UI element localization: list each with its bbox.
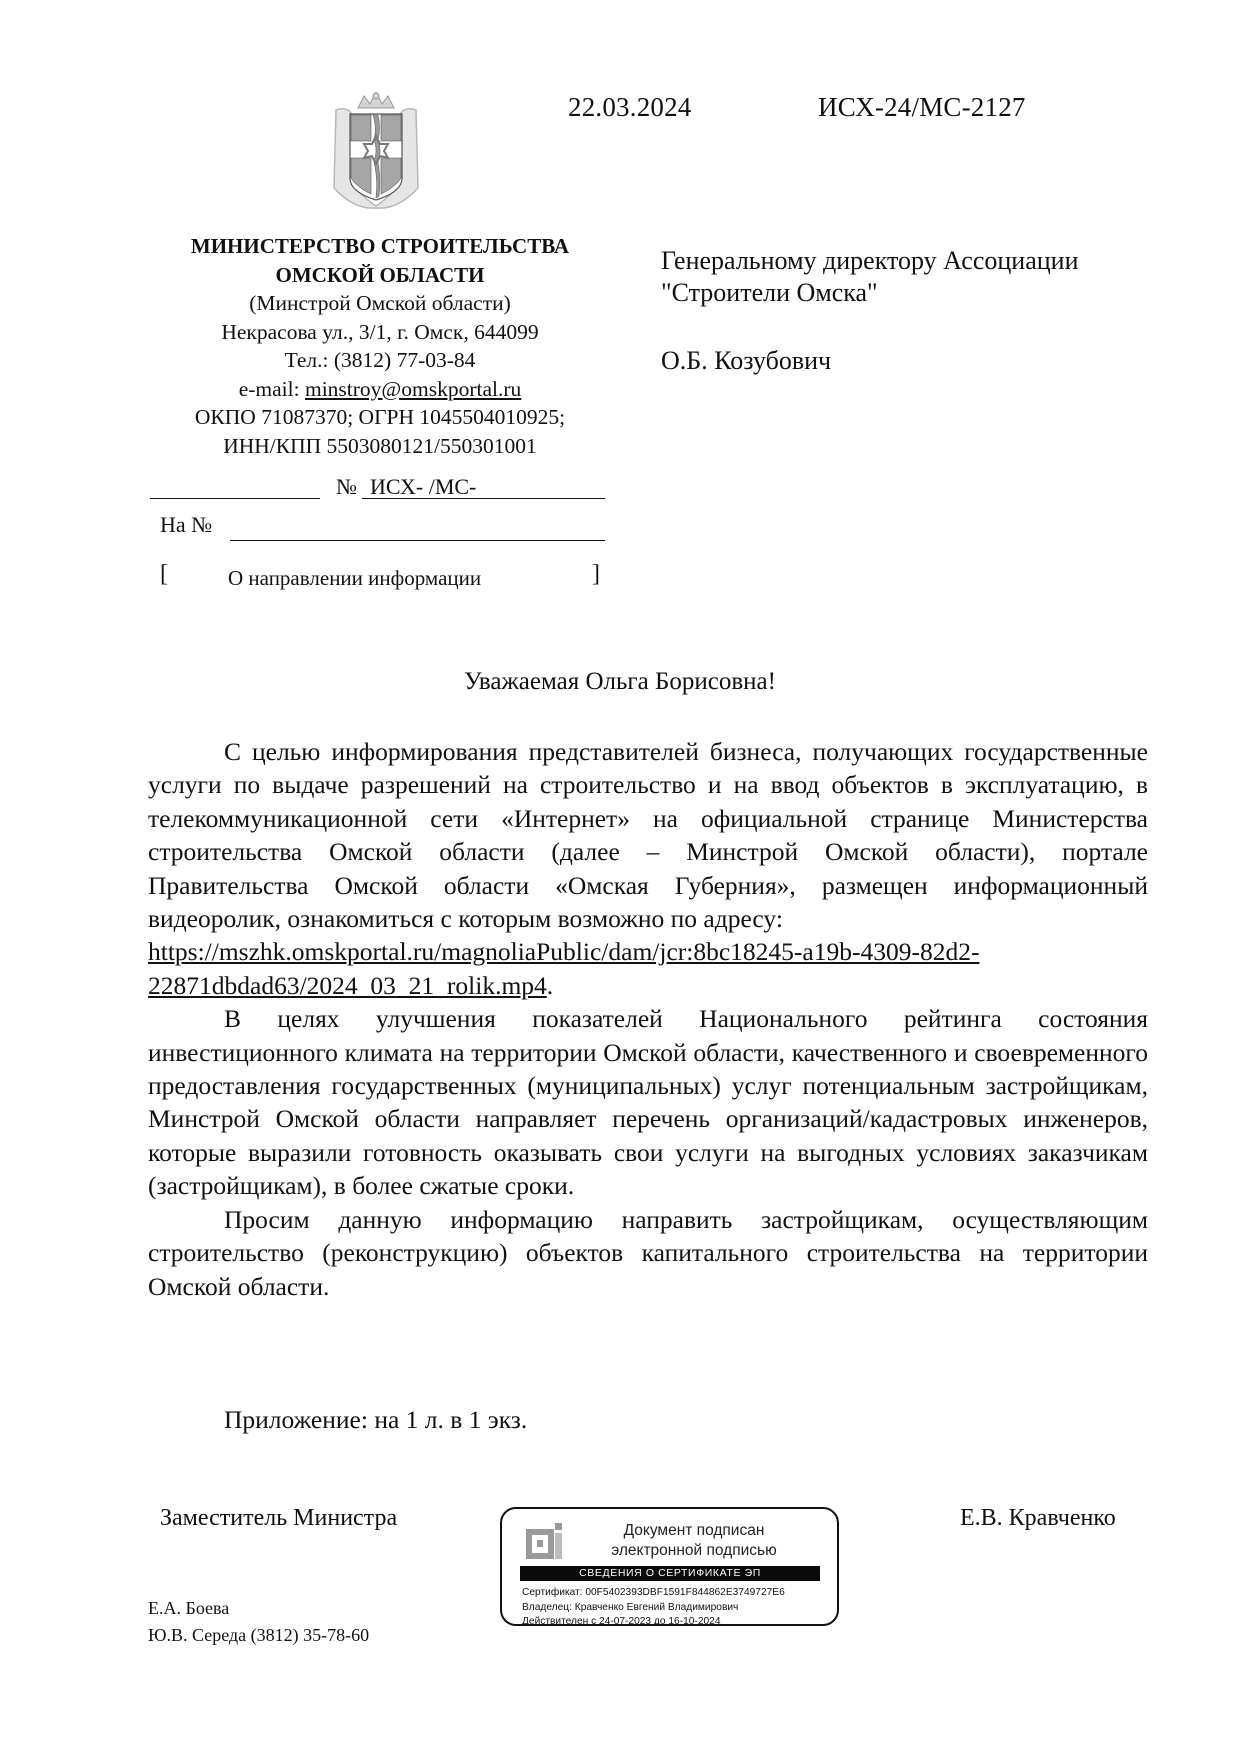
e-signature-title-line2: электронной подписью bbox=[611, 1542, 777, 1559]
org-okpo-ogrn: ОКПО 71087370; ОГРН 1045504010925; bbox=[194, 405, 566, 429]
signer-position: Заместитель Министра bbox=[160, 1505, 398, 1531]
video-url-row bbox=[148, 935, 1148, 1002]
certificate-validity: Действителен с 24-07-2023 до 16-10-2024 bbox=[522, 1616, 721, 1627]
org-short-name: (Минстрой Омской области) bbox=[249, 291, 511, 315]
number-label: № bbox=[336, 474, 357, 499]
reply-to-row bbox=[160, 512, 605, 544]
registration-number-row bbox=[150, 470, 605, 502]
certificate-owner: Владелец: Кравченко Евгений Владимирович bbox=[522, 1601, 739, 1613]
subject-open-bracket: [ bbox=[160, 561, 168, 587]
outgoing-number: ИСХ-24/МС-2127 bbox=[818, 92, 1026, 122]
certificate-details bbox=[522, 1586, 785, 1630]
organization-header bbox=[145, 232, 615, 460]
number-value: ИСХ- /МС- bbox=[362, 474, 605, 499]
addressee-line2: "Строители Омска" bbox=[661, 278, 878, 307]
addressee-block bbox=[661, 245, 1161, 377]
paragraph-2 bbox=[148, 1002, 1148, 1202]
org-phone: Тел.: (3812) 77-03-84 bbox=[284, 348, 476, 372]
subject-text: О направлении информации bbox=[228, 566, 482, 590]
url-suffix: . bbox=[546, 970, 554, 1000]
reply-to-blank-line bbox=[230, 540, 605, 541]
video-url-link-line2[interactable]: 22871dbdad63/2024_03_21_rolik.mp4 bbox=[148, 970, 547, 1000]
letter-body bbox=[148, 735, 1148, 1303]
coat-of-arms-icon bbox=[328, 88, 424, 210]
reply-to-label: На № bbox=[160, 512, 213, 537]
greeting: Уважаемая Ольга Борисовна! bbox=[464, 668, 776, 695]
paragraph-2-text: В целях улучшения показателей Национального рейтинга состояния инвестиционного климата на территории Омской области, качественного и своевременного предоставления государственных (муниципальных) услуг потенциальным застройщикам, Минстрой Омской области направляет перечень организаций/кадастровых инженеров, которые выразили готовность оказывать свои услуги на выгодных условиях заказчикам (застройщикам), в более сжатые сроки. bbox=[148, 1004, 1148, 1201]
email-link[interactable]: minstroy@omskportal.ru bbox=[304, 376, 522, 401]
org-email-row bbox=[145, 375, 615, 404]
executors-block bbox=[148, 1595, 369, 1649]
paragraph-1 bbox=[148, 735, 1148, 935]
paragraph-3-text: Просим данную информацию направить застройщикам, осуществляющим строительство (реконструкцию) объектов капитального строительства на территории Омской области. bbox=[148, 1204, 1148, 1301]
addressee-name: О.Б. Козубович bbox=[661, 346, 832, 375]
org-name-line2: ОМСКОЙ ОБЛАСТИ bbox=[275, 262, 485, 287]
paragraph-1-text: С целью информирования представителей бизнеса, получающих государственные услуги по выдаче разрешений на строительство и на ввод объектов в эксплуатацию, в телекоммуникационной сети «Интернет» на официальной странице Министерства строительства Омской области (далее – Минстрой Омской области), портале Правительства Омской области «Омская Губерния», размещен информационный видеоролик, ознакомиться с которым возможно по адресу: bbox=[148, 737, 1148, 934]
video-url-link-line1[interactable]: https://mszhk.omskportal.ru/magnoliaPublic/dam/jcr:8bc18245-a19b-4309-82d2- bbox=[148, 937, 980, 967]
addressee-line1: Генеральному директору Ассоциации bbox=[661, 246, 1079, 275]
document-date: 22.03.2024 bbox=[568, 92, 692, 122]
executor-2: Ю.В. Середа (3812) 35-78-60 bbox=[148, 1625, 370, 1645]
org-address: Некрасова ул., 3/1, г. Омск, 644099 bbox=[221, 319, 539, 344]
date-blank-line bbox=[150, 498, 320, 499]
attachment-note: Приложение: на 1 л. в 1 экз. bbox=[224, 1405, 528, 1434]
certificate-serial: Сертификат: 00F5402393DBF1591F844862E3749727E6 bbox=[522, 1587, 785, 1598]
subject-close-bracket: ] bbox=[592, 561, 600, 587]
signer-name: Е.В. Кравченко bbox=[960, 1505, 1116, 1531]
electronic-signature-stamp bbox=[500, 1507, 839, 1626]
e-signature-logo-icon bbox=[526, 1523, 562, 1559]
e-signature-title-line1: Документ подписан bbox=[623, 1522, 765, 1539]
certificate-info-bar: СВЕДЕНИЯ О СЕРТИФИКАТЕ ЭП bbox=[520, 1566, 820, 1581]
org-inn-kpp: ИНН/КПП 5503080121/550301001 bbox=[223, 433, 537, 458]
e-signature-title bbox=[574, 1521, 814, 1561]
paragraph-3 bbox=[148, 1203, 1148, 1303]
email-label: e-mail: bbox=[238, 376, 305, 401]
org-name-line1: МИНИСТЕРСТВО СТРОИТЕЛЬСТВА bbox=[190, 234, 570, 258]
executor-1: Е.А. Боева bbox=[148, 1598, 230, 1618]
